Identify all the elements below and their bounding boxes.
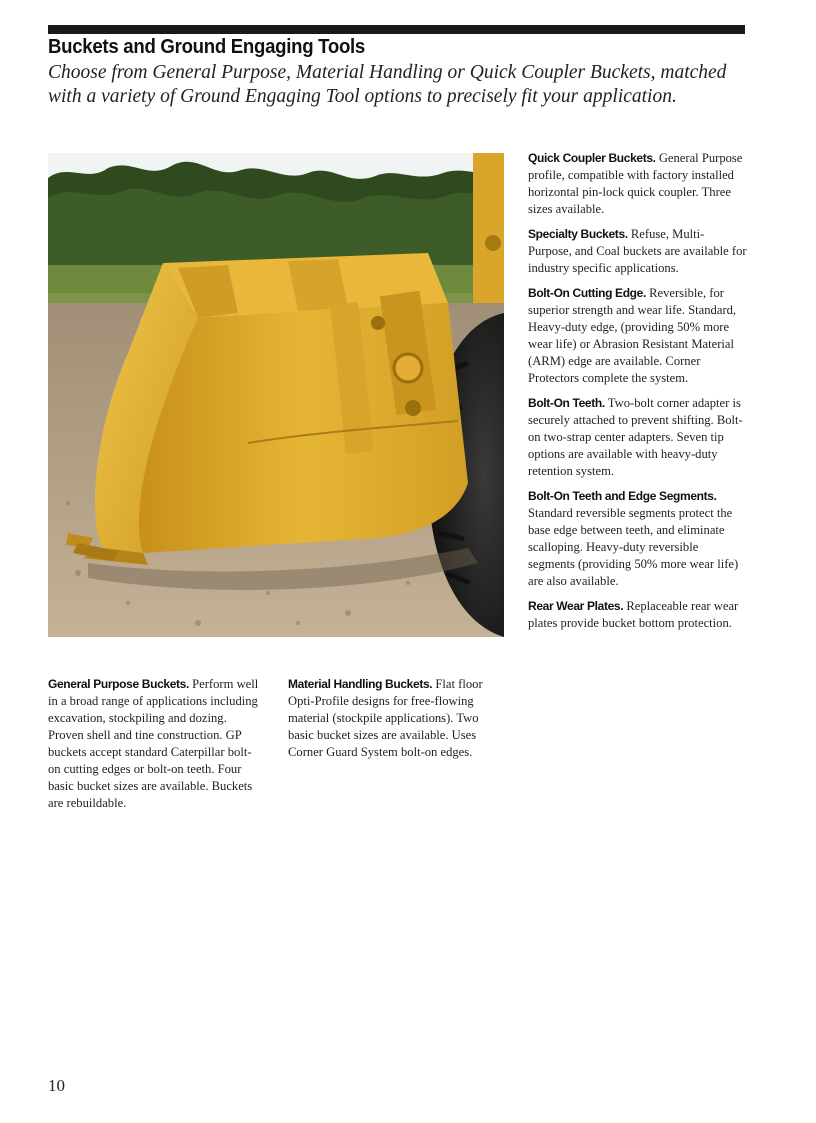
- paragraph-text: Replaceable rear wear plates provide bucket bottom protection.: [528, 599, 739, 630]
- paragraph-text: Perform well in a broad range of applications including excavation, stockpiling and dozing. Proven shell and tine construction. GP buckets accept standard Caterpillar bolt-on cutting edges or bolt-on teeth. Four basic bucket sizes are available. Buckets are rebuildable.: [48, 677, 259, 810]
- paragraph-text: Reversible, for superior strength and wear life. Standard, Heavy-duty edge, (providing 50% more wear life) or Abrasion Resistant Material (ARM) edge are available. Corner Protectors complete the system.: [528, 286, 737, 385]
- material-handling-paragraph: [288, 676, 500, 769]
- paragraph-lead: Bolt-On Cutting Edge.: [528, 286, 646, 300]
- paragraph-text: Flat floor Opti-Profile designs for free-flowing material (stockpile applications). Two basic bucket sizes are available. Uses Corner Guard System bolt-on edges.: [288, 677, 483, 759]
- wheel-loader-bucket-photo: [48, 153, 504, 637]
- specialty-paragraph: [528, 226, 748, 277]
- paragraph-lead: Bolt-On Teeth.: [528, 396, 605, 410]
- paragraph-lead: Quick Coupler Buckets.: [528, 151, 656, 165]
- right-column: [528, 150, 748, 640]
- paragraph-text: Standard reversible segments protect the base edge between teeth, and eliminate scalloping. Heavy-duty reversible segments (providing 50% more wear life) are also available.: [528, 506, 739, 588]
- paragraph-lead: General Purpose Buckets.: [48, 677, 189, 691]
- paragraph-lead: Specialty Buckets.: [528, 227, 628, 241]
- page-number: 10: [48, 1076, 65, 1095]
- paragraph-text: Refuse, Multi-Purpose, and Coal buckets are available for industry specific applications.: [528, 227, 747, 275]
- paragraph-lead: Bolt-On Teeth and Edge Segments.: [528, 489, 717, 503]
- paragraph-text: General Purpose profile, compatible with factory installed horizontal pin-lock quick coupler. Three sizes available.: [528, 151, 743, 216]
- page-subtitle: Choose from General Purpose, Material Handling or Quick Coupler Buckets, matched with a variety of Ground Engaging Tool options to precisely fit your application.: [48, 62, 727, 107]
- header-rule: [48, 25, 745, 34]
- edge-segments-paragraph: [528, 488, 748, 590]
- quick-coupler-paragraph: [528, 150, 748, 218]
- general-purpose-paragraph: [48, 676, 260, 820]
- paragraph-lead: Material Handling Buckets.: [288, 677, 433, 691]
- paragraph-lead: Rear Wear Plates.: [528, 599, 624, 613]
- rear-wear-plates-paragraph: [528, 598, 748, 632]
- paragraph-text: Two-bolt corner adapter is securely attached to prevent shifting. Bolt-on two-strap center adapters. Seven tip options are available with heavy-duty retention system.: [528, 396, 743, 478]
- bolt-on-teeth-paragraph: [528, 395, 748, 480]
- cutting-edge-paragraph: [528, 285, 748, 387]
- page-title: Buckets and Ground Engaging Tools: [48, 36, 365, 58]
